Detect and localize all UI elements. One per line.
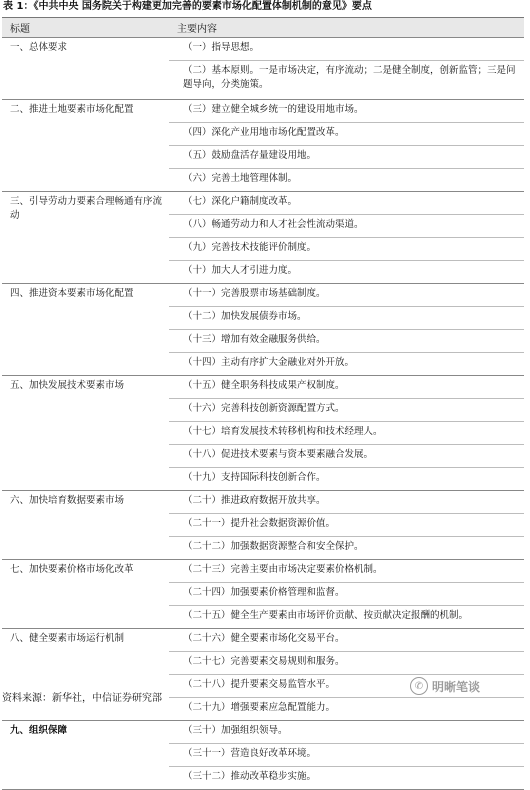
section-title: 二、推进土地要素市场化配置 (2, 100, 169, 192)
section-item: （二十三）完善主要由市场决定要素价格机制。 (169, 560, 524, 583)
source-note: 资料来源：新华社，中信证券研究部 (2, 693, 162, 704)
table-row (2, 491, 524, 514)
section-item: （二十四）加强要素价格管理和监督。 (169, 583, 524, 606)
table-row (2, 376, 524, 399)
section-item: （十三）增加有效金融服务供给。 (169, 330, 524, 353)
section-item: （二十九）增强要素应急配置能力。 (169, 698, 524, 721)
section-item: （十六）完善科技创新资源配置方式。 (169, 399, 524, 422)
table-row (2, 100, 524, 123)
section-item: （三十一）营造良好改革环境。 (169, 744, 524, 767)
section-item: （八）畅通劳动力和人才社会性流动渠道。 (169, 215, 524, 238)
section-title: 五、加快发展技术要素市场 (2, 376, 169, 491)
section-item: （二十一）提升社会数据资源价值。 (169, 514, 524, 537)
table-row (2, 284, 524, 307)
section-item: （十八）促进技术要素与资本要素融合发展。 (169, 445, 524, 468)
table-title: 表 1：《中共中央 国务院关于构建更加完善的要素市场化配置体制机制的意见》要点 (3, 1, 372, 12)
section-item: （二十）推进政府数据开放共享。 (169, 491, 524, 514)
section-item: （十七）培育发展技术转移机构和技术经理人。 (169, 422, 524, 445)
section-item: （三十二）推动改革稳步实施。 (169, 767, 524, 790)
section-title: 八、健全要素市场运行机制 (2, 629, 169, 721)
header-content: 主要内容 (169, 18, 524, 38)
section-title: 九、组织保障 (2, 721, 169, 790)
section-item: （十一）完善股票市场基础制度。 (169, 284, 524, 307)
section-item: （九）完善技术技能评价制度。 (169, 238, 524, 261)
section-item: （二十八）提升要素交易监管水平。 (169, 675, 524, 698)
table-container (2, 17, 524, 790)
table-row (2, 192, 524, 215)
section-title: 七、加快要素价格市场化改革 (2, 560, 169, 629)
table-header-row (2, 18, 524, 38)
section-item: （二十六）健全要素市场化交易平台。 (169, 629, 524, 652)
section-item: （十二）加快发展债券市场。 (169, 307, 524, 330)
section-item: （四）深化产业用地市场化配置改革。 (169, 123, 524, 146)
table-row (2, 629, 524, 652)
section-item: （十九）支持国际科技创新合作。 (169, 468, 524, 491)
section-item: （二十二）加强数据资源整合和安全保护。 (169, 537, 524, 560)
section-item: （二十五）健全生产要素由市场评价贡献、按贡献决定报酬的机制。 (169, 606, 524, 629)
section-item: （二）基本原则。一是市场决定，有序流动；二是健全制度，创新监管；三是问题导向，分类施策。 (169, 61, 524, 100)
watermark (410, 676, 480, 696)
wechat-icon: ✆ (410, 677, 428, 695)
section-title: 一、总体要求 (2, 38, 169, 100)
section-item: （十）加大人才引进力度。 (169, 261, 524, 284)
section-item: （六）完善土地管理体制。 (169, 169, 524, 192)
section-item: （十五）健全职务科技成果产权制度。 (169, 376, 524, 399)
section-title: 四、推进资本要素市场化配置 (2, 284, 169, 376)
table-row (2, 560, 524, 583)
table-row (2, 38, 524, 61)
section-item: （一）指导思想。 (169, 38, 524, 61)
section-item: （七）深化户籍制度改革。 (169, 192, 524, 215)
table-row (2, 721, 524, 744)
section-item: （三十）加强组织领导。 (169, 721, 524, 744)
watermark-text: 明晰笔谈 (432, 679, 481, 694)
policy-table (2, 17, 524, 790)
section-title: 三、引导劳动力要素合理畅通有序流动 (2, 192, 169, 284)
header-title: 标题 (2, 18, 169, 38)
section-item: （十四）主动有序扩大金融业对外开放。 (169, 353, 524, 376)
section-title: 六、加快培育数据要素市场 (2, 491, 169, 560)
section-item: （三）建立健全城乡统一的建设用地市场。 (169, 100, 524, 123)
section-item: （五）鼓励盘活存量建设用地。 (169, 146, 524, 169)
section-item: （二十七）完善要素交易规则和服务。 (169, 652, 524, 675)
